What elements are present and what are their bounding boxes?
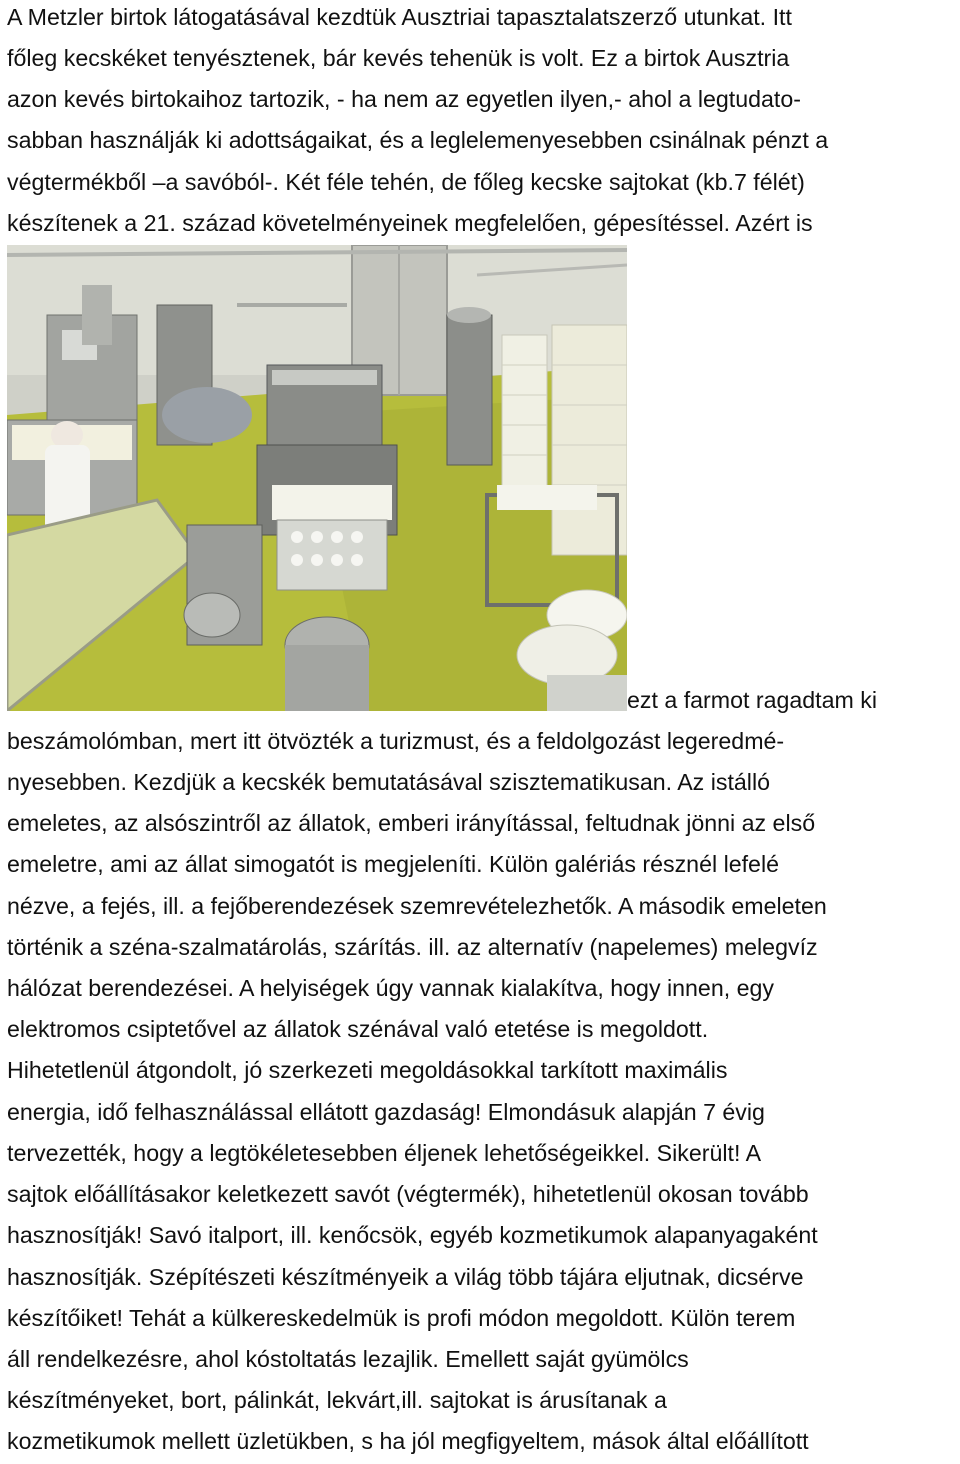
text-line: hasznosítják! Savó italport, ill. kenőcsök, egyéb kozmetikumok alapanyagaként — [7, 1222, 818, 1248]
text-line: kozmetikumok mellett üzletükben, s ha jól megfigyeltem, mások által előállított — [7, 1428, 809, 1454]
text-line: A Metzler birtok látogatásával kezdtük Ausztriai tapasztalatszerző utunkat. Itt — [7, 4, 792, 30]
text-line: elektromos csiptetővel az állatok szénával való etetése is megoldott. — [7, 1016, 709, 1042]
text-line: végtermékből –a savóból-. Két féle tehén, de főleg kecske sajtokat (kb.7 félét) — [7, 169, 805, 195]
text-line: emeletre, ami az állat simogatót is megjeleníti. Külön galériás résznél lefelé — [7, 851, 780, 877]
mould-tray — [277, 520, 387, 590]
text-line: készítőiket! Tehát a külkereskedelmük is profi módon megoldott. Külön terem — [7, 1305, 796, 1331]
dairy-photo — [7, 245, 627, 711]
text-line: sajtok előállításakor keletkezett savót (végtermék), hihetetlenül okosan tovább — [7, 1181, 809, 1207]
text-line: történik a széna-szalmatárolás, szárítás. ill. az alternatív (napelemes) melegvíz — [7, 934, 818, 960]
text-line: nyesebben. Kezdjük a kecskék bemutatásával szisztematikusan. Az istálló — [7, 769, 771, 795]
text-line: áll rendelkezésre, ahol kóstoltatás lezajlik. Emellett saját gyümölcs — [7, 1346, 689, 1372]
text-line: beszámolómban, mert itt ötvözték a turizmust, és a feldolgozást legeredmé- — [7, 728, 785, 754]
text-line: ezt a farmot ragadtam ki — [627, 687, 878, 713]
steel-cylinder — [447, 315, 492, 465]
text-line: nézve, a fejés, ill. a fejőberendezések szemrevételezhetők. A második emeleten — [7, 893, 827, 919]
text-line: sabban használják ki adottságaikat, és a leglelemenyesebben csinálnak pénzt a — [7, 127, 829, 153]
text-line: hálózat berendezései. A helyiségek úgy vannak kialakítva, hogy innen, egy — [7, 975, 774, 1001]
text-line: készítenek a 21. század követelményeinek megfelelően, gépesítéssel. Azért is — [7, 210, 813, 236]
text-line: Hihetetlenül átgondolt, jó szerkezeti megoldásokkal tarkított maximális — [7, 1057, 728, 1083]
text-line: azon kevés birtokaihoz tartozik, - ha nem az egyetlen ilyen,- ahol a legtudato- — [7, 86, 801, 112]
cutting-board — [272, 485, 392, 520]
mould-stack — [502, 335, 547, 505]
cheese-dairy-illustration — [7, 245, 627, 711]
text-line: energia, idő felhasználással ellátott gazdaság! Elmondásuk alapján 7 évig — [7, 1099, 765, 1125]
text-line: főleg kecskéket tenyésztenek, bár kevés tehenük is volt. Ez a birtok Ausztria — [7, 45, 790, 71]
text-line: hasznosítják. Szépítészeti készítményeik a világ több tájára eljutnak, dicsérve — [7, 1264, 804, 1290]
text-line: tervezették, hogy a legtökéletesebben éljenek lehetőségeikkel. Sikerült! A — [7, 1140, 762, 1166]
worker-head — [51, 421, 83, 449]
text-line: készítményeket, bort, pálinkát, lekvárt,ill. sajtokat is árusítanak a — [7, 1387, 667, 1413]
text-line: emeletes, az alsószintről az állatok, emberi irányítással, feltudnak jönni az első — [7, 810, 816, 836]
